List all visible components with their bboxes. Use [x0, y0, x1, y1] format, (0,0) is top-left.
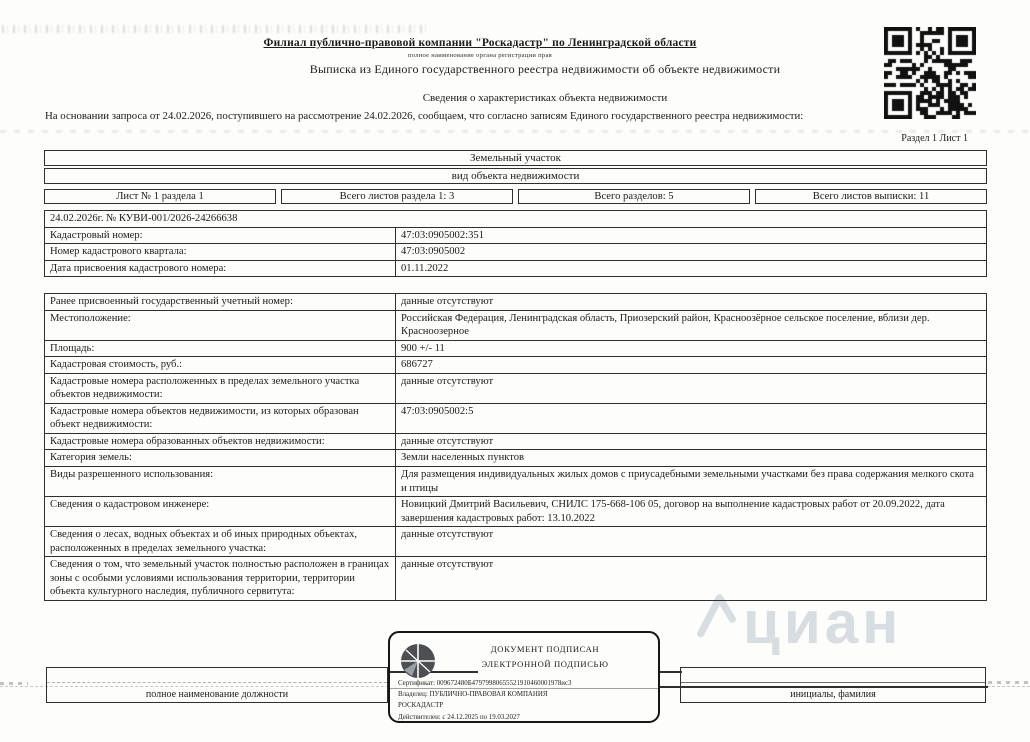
row-value: Земли населенных пунктов	[401, 452, 525, 464]
stamp-certificate: Сертификат: 009672480Б47979980655521910460001978ис3	[398, 680, 572, 687]
row-label: Кадастровая стоимость, руб.:	[45, 357, 396, 373]
table-row	[45, 526, 986, 556]
row-label: Кадастровые номера образованных объектов недвижимости:	[45, 434, 396, 450]
row-value: данные отсутствуют	[401, 435, 494, 447]
row-value: Новицкий Дмитрий Васильевич, СНИЛС 175-668-106 05, договор на выполнение кадастровых работ от 20.09.2022, дата завершения кадастровых работ: 13.10.2022	[401, 499, 945, 524]
row-label: Дата присвоения кадастрового номера:	[45, 261, 396, 277]
row-value: Для размещения индивидуальных жилых домов с приусадебными земельными участками без права содержания мелкого скота и птицы	[401, 469, 974, 494]
stamp-subtitle: ЭЛЕКТРОННОЙ ПОДПИСЬЮ	[481, 659, 609, 669]
name-signature-box	[680, 667, 986, 703]
table-row	[45, 496, 986, 526]
table-row	[45, 310, 986, 340]
request-basis-line: На основании запроса от 24.02.2026, поступившего на рассмотрение 24.02.2026, сообщаем, что согласно записям Единого государственного реестра недвижимости:	[45, 110, 804, 122]
stamp-title: ДОКУМЕНТ ПОДПИСАН	[490, 644, 600, 654]
row-value: Российская Федерация, Ленинградская область, Приозерский район, Красноозёрное сельское поселение, вблизи дер. Красноозерное	[401, 312, 930, 338]
row-value: 900 +/- 11	[401, 342, 445, 354]
section-title: Сведения о характеристиках объекта недвижимости	[422, 92, 668, 104]
scan-noise	[2, 25, 430, 33]
row-label: Сведения о лесах, водных объектах и об иных природных объектах, расположенных в пределах земельного участка:	[45, 527, 396, 556]
row-label: Номер кадастрового квартала:	[45, 244, 396, 260]
object-type-caption: вид объекта недвижимости	[44, 168, 987, 184]
row-label: Кадастровые номера расположенных в пределах земельного участка объектов недвижимости:	[45, 374, 396, 403]
scan-edge-mark	[0, 682, 28, 685]
row-label: Кадастровые номера объектов недвижимости, из которых образован объект недвижимости:	[45, 404, 396, 433]
table-row	[45, 466, 986, 496]
scan-noise-line	[0, 130, 1030, 133]
characteristics-table	[44, 293, 987, 601]
cian-watermark-text: циан	[743, 589, 903, 656]
table-row	[45, 243, 986, 260]
scan-edge-mark	[988, 681, 1030, 684]
cadastral-id-table	[44, 210, 987, 277]
row-label: Виды разрешенного использования:	[45, 467, 396, 496]
row-value: 686727	[401, 359, 433, 371]
table-row	[45, 227, 986, 244]
qr-code-canvas	[884, 27, 976, 119]
registration-org-name: Филиал публично-правовой компании "Роскадастр" по Ленинградской области	[263, 37, 697, 49]
table-row	[45, 340, 986, 357]
row-label: Ранее присвоенный государственный учетный номер:	[45, 294, 396, 310]
signature-line	[681, 682, 985, 683]
row-value: данные отсутствуют	[401, 375, 494, 387]
row-value: данные отсутствуют	[401, 529, 494, 541]
table-row	[45, 433, 986, 450]
row-label: Местоположение:	[45, 311, 396, 340]
position-signature-box	[46, 667, 388, 703]
section-sheet-label: Раздел 1 Лист 1	[901, 133, 968, 144]
document-title: Выписка из Единого государственного реестра недвижимости об объекте недвижимости	[309, 62, 781, 76]
row-label: Сведения о кадастровом инженере:	[45, 497, 396, 526]
table-row	[45, 260, 986, 277]
sheets-summary-row	[44, 189, 987, 204]
extract-sheets-total-cell: Всего листов выписки: 11	[755, 189, 987, 204]
sections-total-cell: Всего разделов: 5	[518, 189, 750, 204]
row-label: Площадь:	[45, 341, 396, 357]
object-type-value: Земельный участок	[44, 150, 987, 166]
sheet-number-cell: Лист № 1 раздела 1	[44, 189, 276, 204]
signature-line	[47, 682, 387, 683]
row-value: 47:03:0905002:5	[401, 405, 474, 417]
table-row	[45, 294, 986, 310]
row-label: Кадастровый номер:	[45, 228, 396, 244]
row-value: данные отсутствуют	[401, 296, 494, 307]
row-label: Сведения о том, что земельный участок полностью расположен в границах зоны с особыми условиями использования территории, территории объекта культурного наследия, публичного сервитута:	[45, 557, 396, 600]
name-caption: инициалы, фамилия	[790, 689, 876, 700]
position-caption: полное наименование должности	[145, 689, 289, 700]
table-row	[45, 373, 986, 403]
section-sheets-total-cell: Всего листов раздела 1: 3	[281, 189, 513, 204]
stamp-validity: Действителен: с 24.12.2025 по 19.03.2027	[398, 713, 520, 721]
table-row	[45, 449, 986, 466]
stamp-owner: Владелец: ПУБЛИЧНО-ПРАВОВАЯ КОМПАНИЯ	[398, 691, 548, 699]
row-value: 01.11.2022	[401, 262, 449, 274]
row-label: Категория земель:	[45, 450, 396, 466]
roskadastr-logo-icon	[400, 643, 436, 679]
stamp-owner-name: РОСКАДАСТР	[398, 702, 444, 710]
request-number-line: 24.02.2026г. № КУВИ-001/2026-24266638	[50, 213, 238, 224]
table-row	[45, 403, 986, 433]
table-row	[45, 556, 986, 600]
qr-code	[884, 27, 976, 119]
row-value: данные отсутствуют	[401, 559, 494, 571]
digital-signature-stamp	[388, 631, 660, 723]
row-value: 47:03:0905002	[401, 246, 466, 258]
object-type-table	[44, 150, 987, 184]
row-value: 47:03:0905002:351	[401, 229, 484, 241]
signature-line	[658, 671, 682, 673]
registration-org-caption: полное наименование органа регистрации прав	[407, 52, 552, 59]
table-row	[45, 356, 986, 373]
